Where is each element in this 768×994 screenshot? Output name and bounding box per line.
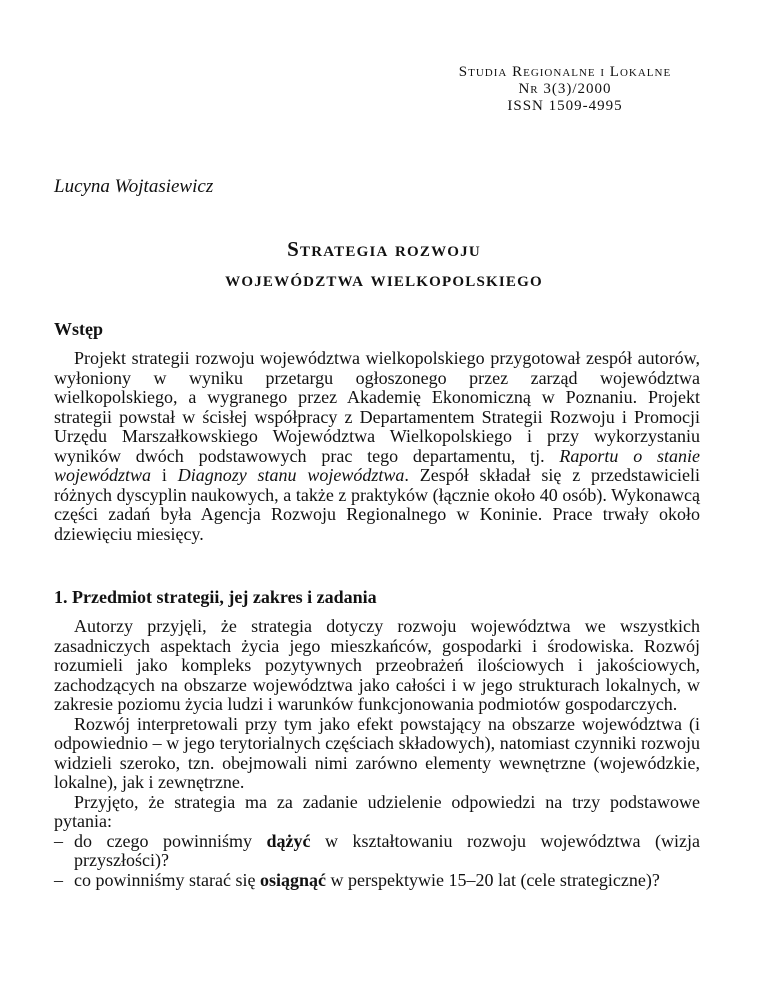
intro-text-c: . Zespół składał się z przedstawicieli różnych dyscyplin naukowych, a także z praktyków (łącznie około 40 osób). Wykonawcą części zadań była Agencja Rozwoju Regionalnego w Koninie. Prace trwały około dziewięciu miesięcy. — [54, 465, 700, 544]
section1-paragraph-3: Przyjęto, że strategia ma za zadanie udzielenie odpowiedzi na trzy podstawowe pytania: — [54, 791, 700, 831]
question-text-2 — [74, 871, 700, 891]
section1-body — [54, 617, 700, 890]
question-item-2 — [54, 871, 700, 891]
journal-issue: Nr 3(3)/2000 — [518, 81, 612, 97]
intro-title-report: Raportu o stanie województwa — [54, 445, 700, 485]
section1-paragraph-2: Rozwój interpretowali przy tym jako efekt powstający na obszarze województwa (i odpowiednio – w jego terytorialnych częściach składowych), natomiast czynniki rozwoju widzieli szeroko, tzn. obejmowali nimi zarówno elementy wewnętrzne (wojewódzkie, lokalne), jak i zewnętrzne. — [54, 713, 700, 792]
intro-title-diagnosis: Diagnozy stanu województwa — [177, 465, 405, 485]
article-title — [0, 234, 768, 294]
question-2-emphasis: osiągnąć — [259, 869, 326, 890]
question-item-1 — [54, 832, 700, 871]
journal-name: Studia Regionalne i Lokalne — [458, 64, 672, 80]
question-2-text-a: co powinniśmy starać się — [74, 869, 260, 890]
journal-issn: ISSN 1509-4995 — [507, 98, 623, 114]
question-1-text-a: do czego powinniśmy — [74, 830, 267, 851]
intro-text-b: i — [151, 465, 178, 485]
journal-header — [430, 64, 700, 115]
intro-text-a: Projekt strategii rozwoju województwa wielkopolskiego przygotował zespół autorów, wyłoniony w wyniku przetargu ogłoszonego przez zarząd województwa wielkopolskiego, a wygranego przez Akademię Ekonomiczną w Poznaniu. Projekt strategii powstał w ścisłej współpracy z Departamentem Strategii Rozwoju i Promocji Urzędu Marszałkowskiego Województwa Wielkopolskiego i przy wykorzystaniu wyników dwóch podstawowych prac tego departamentu, tj. — [54, 348, 700, 466]
question-1-text-b: w kształtowaniu rozwoju województwa (wizja przyszłości)? — [74, 830, 700, 870]
title-line-1: Strategia rozwoju — [287, 237, 481, 261]
section1-paragraph-1: Autorzy przyjęli, że strategia dotyczy rozwoju województwa we wszystkich zasadniczych aspektach życia jego mieszkańców, gospodarki i środowiska. Rozwój rozumieli jako kompleks pozytywnych przeobrażeń ilościowych i jakościowych, zachodzących na obszarze województwa jako całości i w jego strukturach lokalnych, w zakresie poziomu życia ludzi i warunków funkcjonowania podmiotów gospodarczych. — [54, 616, 700, 714]
intro-heading: Wstęp — [54, 319, 103, 339]
title-line-2: województwa wielkopolskiego — [225, 267, 543, 291]
question-2-text-b: w perspektywie 15–20 lat (cele strategiczne)? — [325, 869, 660, 890]
intro-section — [54, 349, 700, 544]
question-text-1 — [74, 832, 700, 871]
dash-bullet: – — [54, 869, 63, 890]
intro-paragraph — [54, 349, 700, 544]
question-1-emphasis: dążyć — [266, 830, 311, 851]
section1-heading: 1. Przedmiot strategii, jej zakres i zadania — [54, 587, 377, 607]
author-name: Lucyna Wojtasiewicz — [54, 176, 214, 197]
dash-bullet: – — [54, 830, 63, 851]
